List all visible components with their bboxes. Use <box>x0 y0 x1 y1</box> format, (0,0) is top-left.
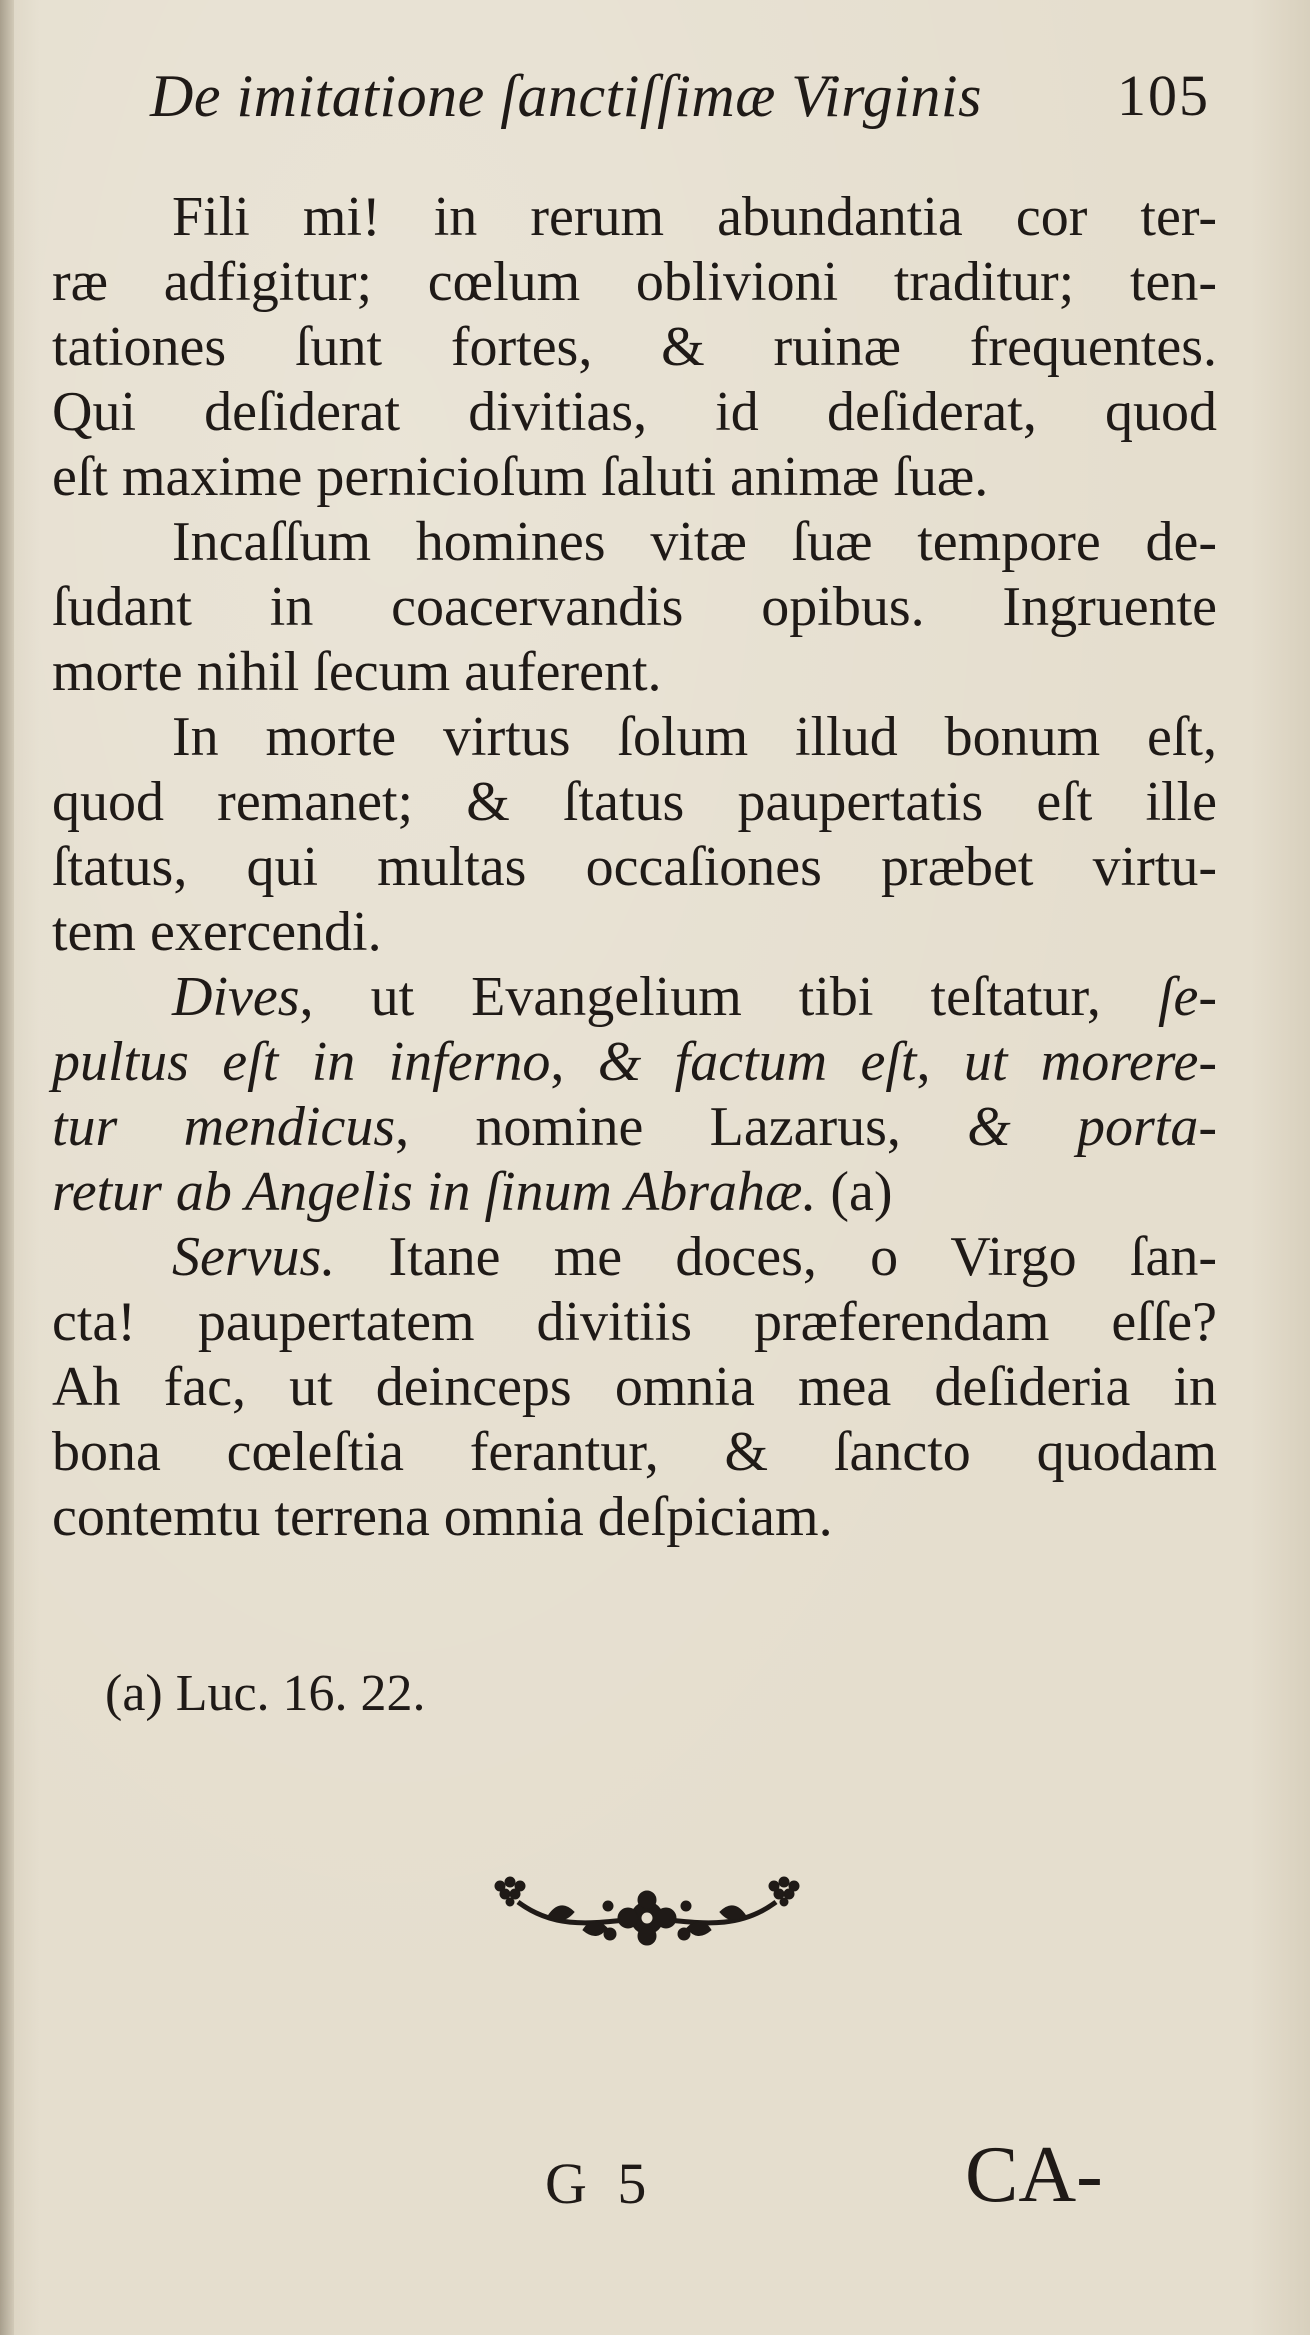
italic-span: Dives <box>172 966 300 1028</box>
text-line: Qui deſiderat divitias, id deſiderat, quod <box>52 381 1217 443</box>
text-line: bona cœleſtia ferantur, & ſancto quodam <box>52 1421 1217 1483</box>
text-line <box>52 1095 1217 1160</box>
floral-vignette-icon <box>488 1872 806 1952</box>
text-line: contemtu terrena omnia deſpiciam. <box>52 1486 833 1548</box>
page-header <box>150 62 1210 132</box>
signature-mark: G 5 <box>545 2151 655 2216</box>
footnote-ref: (a) <box>816 1161 893 1223</box>
text-line: Ah fac, ut deinceps omnia mea deſideria in <box>52 1356 1217 1418</box>
roman-span: , <box>550 1031 598 1093</box>
italic-span: retur ab Angelis in ſinum Abrahæ. <box>52 1161 817 1223</box>
text-line: ræ adfigitur; cœlum oblivioni traditur; ten- <box>52 251 1217 313</box>
italic-span: ut morere- <box>963 1031 1217 1093</box>
page-number: 105 <box>1117 63 1210 128</box>
text-line: Fili mi! in rerum abundantia cor ter- <box>172 186 1217 248</box>
text-line: cta! paupertatem divitiis præferendam eſſe? <box>52 1291 1217 1353</box>
text-line: morte nihil ſecum auferent. <box>52 641 662 703</box>
italic-span: pultus eſt in inferno <box>52 1031 551 1093</box>
text-line: Incaſſum homines vitæ ſuæ tempore de- <box>172 511 1217 573</box>
main-text <box>52 185 1217 1550</box>
text-line: tationes ſunt fortes, & ruinæ frequentes. <box>52 316 1217 378</box>
footnote: (a) Luc. 16. 22. <box>105 1665 426 1722</box>
page-gutter-shadow <box>0 0 14 2335</box>
roman-span: , ut Evangelium tibi teſtatur, <box>299 966 1158 1028</box>
text-line <box>52 1030 1217 1095</box>
italic-span: ſe- <box>1157 966 1217 1028</box>
text-line: ſudant in coacervandis opibus. Ingruente <box>52 576 1217 638</box>
text-line: ſtatus, qui multas occaſiones præbet virtu- <box>52 836 1217 898</box>
text-line: eſt maxime pernicioſum ſaluti animæ ſuæ. <box>52 446 989 508</box>
italic-span: tur mendicus <box>52 1096 396 1158</box>
text-line: quod remanet; & ſtatus paupertatis eſt ille <box>52 771 1217 833</box>
roman-span: , <box>916 1031 964 1093</box>
italic-span: & factum eſt <box>597 1031 917 1093</box>
text-line: In morte virtus ſolum illud bonum eſt, <box>172 706 1217 768</box>
text-line: tem exercendi. <box>52 901 382 963</box>
italic-span: & porta- <box>967 1096 1218 1158</box>
catchword: CA- <box>965 2131 1103 2219</box>
text-line <box>52 1225 1217 1290</box>
text-line <box>52 965 1217 1030</box>
roman-span: , nomine Lazarus, <box>395 1096 968 1158</box>
speaker-label: Servus. <box>172 1226 336 1288</box>
running-head: De imitatione ſanctiſſimæ Virginis <box>150 63 982 129</box>
roman-span: Itane me doces, o Virgo ſan- <box>335 1226 1217 1288</box>
text-line <box>52 1160 1217 1225</box>
